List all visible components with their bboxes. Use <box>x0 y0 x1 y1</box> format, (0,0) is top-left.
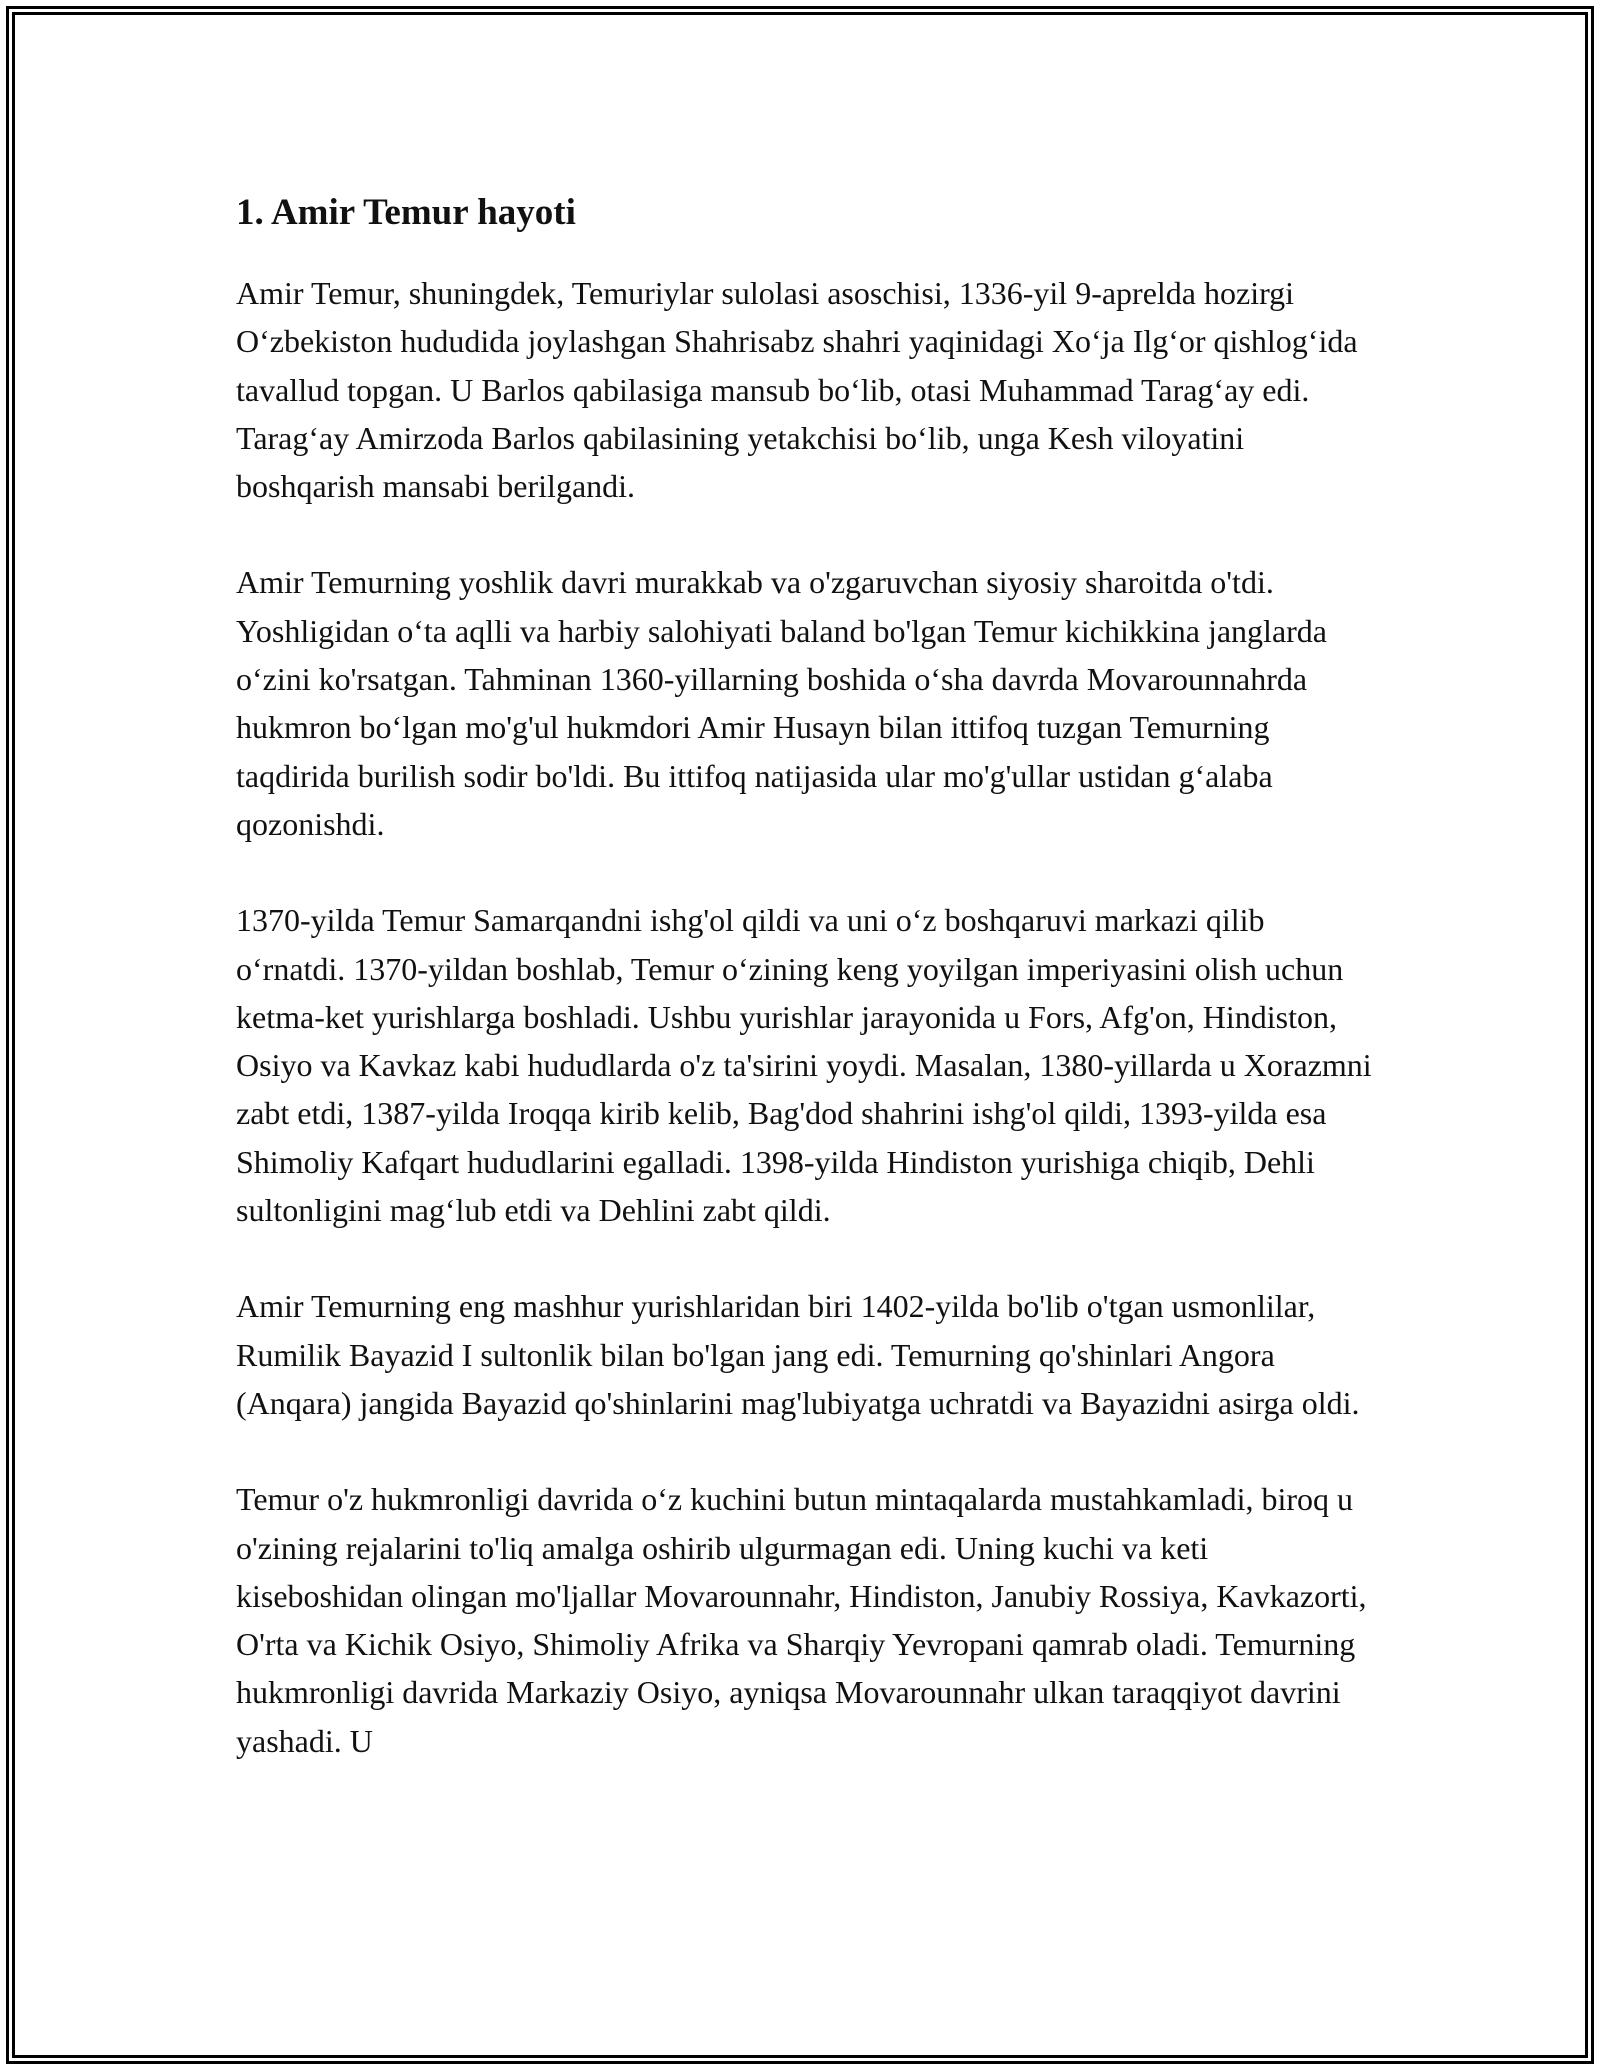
paragraph-reign: Temur o'z hukmronligi davrida o‘z kuchini butun mintaqalarda mustahkamladi, biroq u o'zining rejalarini to'liq amalga oshirib ulgurmagan edi. Uning kuchi va keti kiseboshidan olingan mo'ljallar Movarounnahr, Hindiston, Janubiy Rossiya, Kavkazorti, O'rta va Kichik Osiyo, Shimoliy Afrika va Sharqiy Yevropani qamrab oladi. Temurning hukmronligi davrida Markaziy Osiyo, ayniqsa Movarounnahr ulkan taraqqiyot davrini yashadi. U <box>236 1481 1367 1759</box>
section-heading: 1. Amir Temur hayoti <box>236 192 576 233</box>
document-body <box>236 185 1381 1813</box>
paragraph-youth: Amir Temurning yoshlik davri murakkab va o'zgaruvchan siyosiy sharoitda o'tdi. Yoshligidan o‘ta aqlli va harbiy salohiyati baland bo'lgan Temur kichikkina janglarda o‘zini ko'rsatgan. Tahminan 1360-yillarning boshida o‘sha davrda Movarounnahrda hukmron bo‘lgan mo'g'ul hukmdori Amir Husayn bilan ittifoq tuzgan Temurning taqdirida burilish sodir bo'ldi. Bu ittifoq natijasida ular mo'g'ullar ustidan g‘alaba qozonishdi. <box>236 564 1327 842</box>
paragraph-conquests: 1370-yilda Temur Samarqandni ishg'ol qildi va uni o‘z boshqaruvi markazi qilib o‘rnatdi. 1370-yildan boshlab, Temur o‘zining keng yoyilgan imperiyasini olish uchun ketma-ket yurishlarga boshladi. Ushbu yurishlar jarayonida u Fors, Afg'on, Hindiston, Osiyo va Kavkaz kabi hududlarda o'z ta'sirini yoydi. Masalan, 1380-yillarda u Xorazmni zabt etdi, 1387-yilda Iroqqa kirib kelib, Bag'dod shahrini ishg'ol qildi, 1393-yilda esa Shimoliy Kafqart hududlarini egalladi. 1398-yilda Hindiston yurishiga chiqib, Dehli sultonligini mag‘lub etdi va Dehlini zabt qildi. <box>236 902 1372 1229</box>
paragraph-birth: Amir Temur, shuningdek, Temuriylar sulolasi asoschisi, 1336-yil 9-aprelda hozirgi O‘zbekiston hududida joylashgan Shahrisabz shahri yaqinidagi Xo‘ja Ilg‘or qishlog‘ida tavallud topgan. U Barlos qabilasiga mansub bo‘lib, otasi Muhammad Tarag‘ay edi. Tarag‘ay Amirzoda Barlos qabilasining yetakchisi bo‘lib, unga Kesh viloyatini boshqarish mansabi berilgandi. <box>236 275 1358 505</box>
paragraph-ankara-battle: Amir Temurning eng mashhur yurishlaridan biri 1402-yilda bo'lib o'tgan usmonlilar, Rumilik Bayazid I sultonlik bilan bo'lgan jang edi. Temurning qo'shinlari Angora (Anqara) jangida Bayazid qo'shinlarini mag'lubiyatga uchratdi va Bayazidni asirga oldi. <box>236 1288 1360 1421</box>
